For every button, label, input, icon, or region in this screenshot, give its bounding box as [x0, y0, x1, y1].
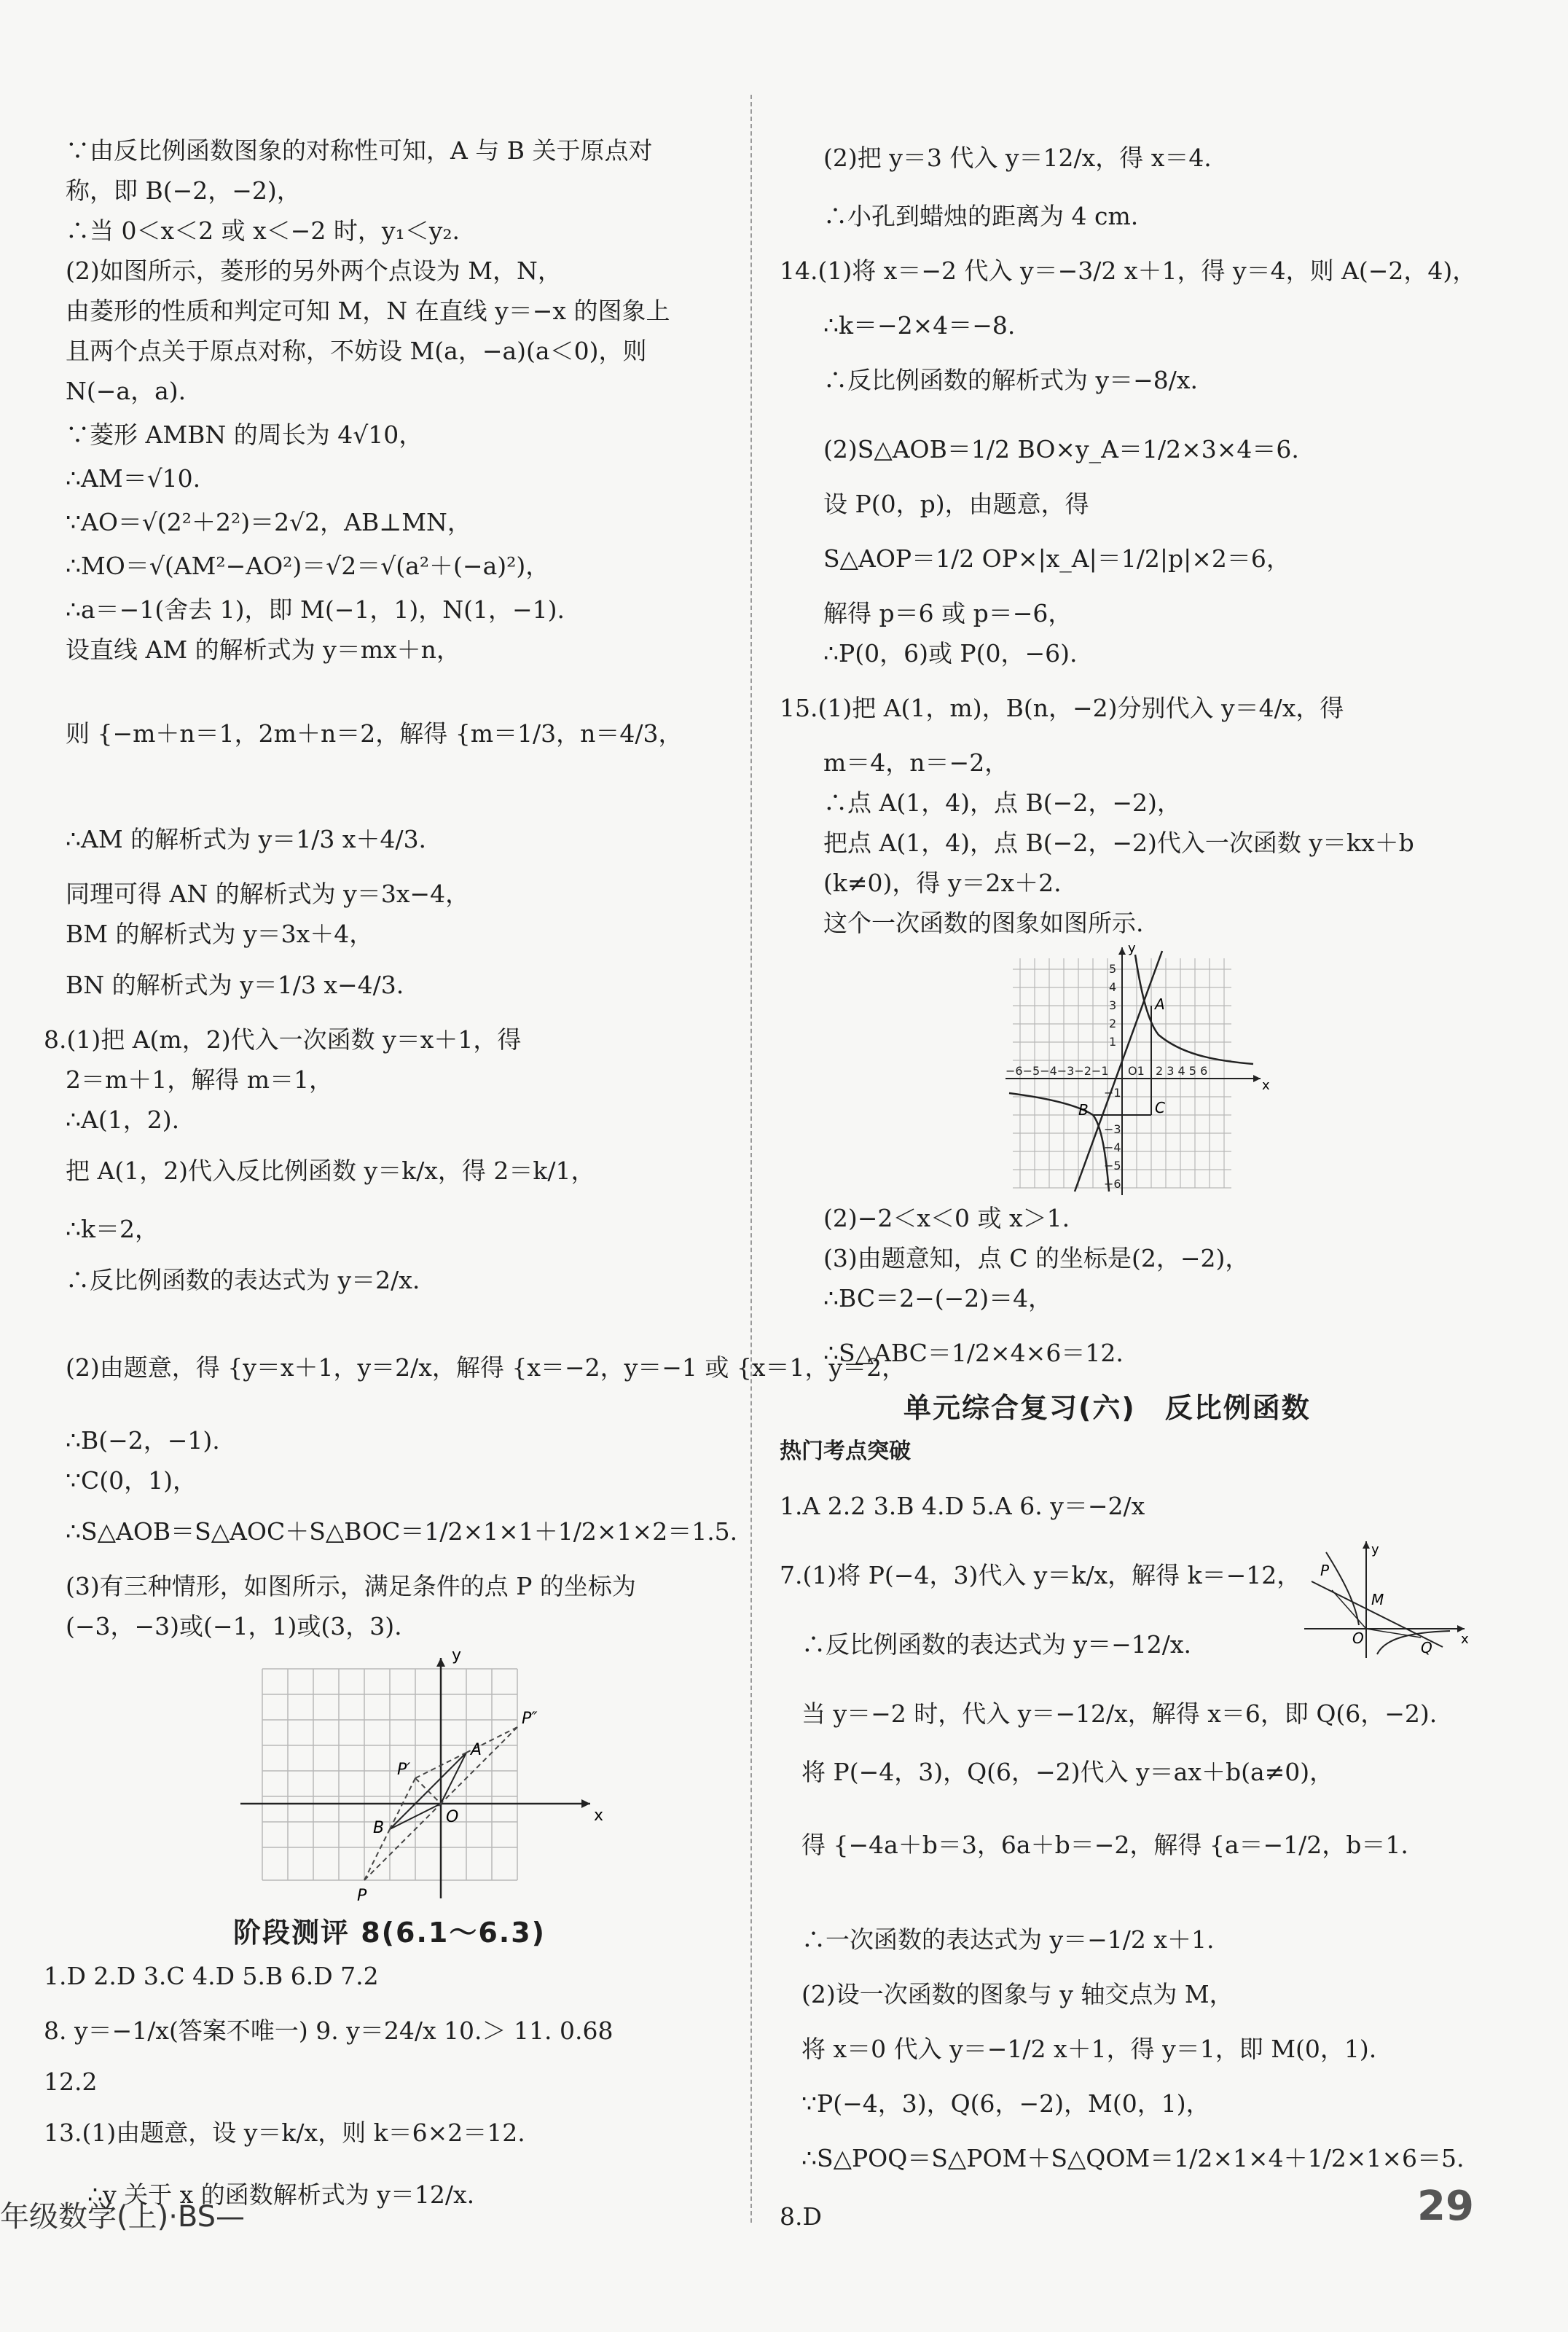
text-line: 且两个点关于原点对称，不妨设 M(a，−a)(a＜0)，则	[66, 337, 647, 365]
fig-label-o: O	[1352, 1629, 1364, 1647]
footer-book-title: 年级数学(上)·BS—	[0, 2200, 246, 2234]
text-line: ∴S△AOB＝S△AOC＋S△BOC＝1/2×1×1＋1/2×1×2＝1.5.	[66, 1517, 738, 1546]
text-line: ∴A(1，2).	[66, 1106, 180, 1134]
svg-text:−1: −1	[1104, 1086, 1121, 1100]
fig-label-x: x	[594, 1807, 604, 1825]
text-line: BN 的解析式为 y＝1/3 x−4/3.	[66, 971, 404, 999]
text-line: ∴反比例函数的表达式为 y＝2/x.	[66, 1266, 420, 1294]
answer-line: 8. y＝−1/x(答案不唯一) 9. y＝24/x 10.＞ 11. 0.68	[44, 2016, 614, 2045]
text-line: ∴k＝−2×4＝−8.	[823, 311, 1016, 340]
section-heading-unit-review: 单元综合复习(六) 反比例函数	[903, 1392, 1311, 1424]
text-line: (2)S△AOB＝1/2 BO×y_A＝1/2×3×4＝6.	[823, 435, 1299, 463]
text-line: ∴MO＝√(AM²−AO²)＝√2＝√(a²＋(−a)²)，	[66, 552, 550, 580]
text-line: 14.(1)将 x＝−2 代入 y＝−3/2 x＋1，得 y＝4，则 A(−2，4)，	[780, 257, 1477, 285]
answer-line: 1.A 2.2 3.B 4.D 5.A 6. y＝−2/x	[780, 1492, 1145, 1520]
fig-label-y: y	[1128, 944, 1136, 956]
answer-line: 将 P(−4，3)，Q(6，−2)代入 y＝ax＋b(a≠0)，	[801, 1758, 1334, 1786]
answer-line: 8.D	[780, 2202, 822, 2231]
text-line: S△AOP＝1/2 OP×|x_A|＝1/2|p|×2＝6，	[823, 544, 1290, 573]
hyperbola-branch-2	[1009, 1093, 1109, 1192]
text-line: 15.(1)把 A(1，m)，B(n，−2)分别代入 y＝4/x，得	[780, 694, 1344, 722]
fig-label-o: O	[446, 1808, 459, 1826]
text-line: m＝4，n＝−2，	[823, 748, 1009, 777]
text-line: (2)把 y＝3 代入 y＝12/x，得 x＝4.	[823, 144, 1212, 172]
answer-line: 得 {−4a＋b＝3，6a＋b＝−2，解得 {a＝−1/2，b＝1.	[801, 1831, 1408, 1859]
svg-text:1: 1	[1109, 1035, 1117, 1049]
text-line: ∴P(0，6)或 P(0，−6).	[823, 639, 1078, 668]
fig-label-c: C	[1155, 1099, 1165, 1116]
answer-line: 将 x＝0 代入 y＝−1/2 x＋1，得 y＝1，即 M(0，1).	[801, 2035, 1377, 2063]
svg-text:4: 4	[1109, 980, 1117, 994]
svg-text:3: 3	[1109, 998, 1117, 1012]
text-line: ∴小孔到蜡烛的距离为 4 cm.	[823, 202, 1139, 230]
fig-label-y: y	[452, 1647, 462, 1664]
text-line: 则 {−m＋n＝1，2m＋n＝2，解得 {m＝1/3，n＝4/3，	[66, 719, 683, 748]
page-number: 29	[1417, 2183, 1474, 2230]
text-line: ∴BC＝2−(−2)＝4，	[823, 1284, 1053, 1312]
text-line: (2)−2＜x＜0 或 x＞1.	[823, 1204, 1070, 1232]
svg-text:−5: −5	[1104, 1159, 1121, 1173]
fig-label-x: x	[1461, 1632, 1469, 1647]
text-line: 2＝m＋1，解得 m＝1，	[66, 1065, 334, 1094]
text-line: (3)由题意知，点 C 的坐标是(2，−2)，	[823, 1244, 1250, 1272]
answer-line: (2)设一次函数的图象与 y 轴交点为 M，	[801, 1980, 1234, 2008]
fig-label-p: P	[357, 1887, 367, 1905]
fig-label-q: Q	[1421, 1639, 1432, 1656]
fig-label-p: P	[1320, 1562, 1330, 1579]
text-line: 同理可得 AN 的解析式为 y＝3x−4，	[66, 880, 470, 908]
text-line: ∴当 0＜x＜2 或 x＜−2 时，y₁＜y₂.	[66, 216, 460, 245]
answer-line: 当 y＝−2 时，代入 y＝−12/x，解得 x＝6，即 Q(6，−2).	[801, 1699, 1438, 1728]
text-line: (−3，−3)或(−1，1)或(3，3).	[66, 1612, 402, 1640]
text-line: (2)如图所示，菱形的另外两个点设为 M，N，	[66, 257, 562, 285]
svg-text:2: 2	[1109, 1017, 1117, 1030]
svg-text:−4: −4	[1104, 1140, 1121, 1154]
answer-line: ∵P(−4，3)，Q(6，−2)，M(0，1)，	[801, 2089, 1210, 2118]
svg-text:2 3 4 5 6: 2 3 4 5 6	[1156, 1064, 1208, 1078]
text-line: ∴反比例函数的解析式为 y＝−8/x.	[823, 366, 1198, 394]
answer-line: 12.2	[44, 2067, 98, 2096]
text-line: 由菱形的性质和判定可知 M，N 在直线 y＝−x 的图象上	[66, 297, 670, 325]
text-line: ∵AO＝√(2²＋2²)＝2√2，AB⊥MN，	[66, 508, 471, 536]
text-line: 这个一次函数的图象如图所示.	[823, 909, 1144, 937]
text-line: ∴B(−2，−1).	[66, 1426, 220, 1455]
text-line: (k≠0)，得 y＝2x＋2.	[823, 869, 1062, 897]
fig-label-b: B	[373, 1819, 385, 1837]
fig-label-b: B	[1078, 1101, 1089, 1119]
subheading-hot-topics: 热门考点突破	[780, 1439, 911, 1464]
svg-text:−6−5−4−3−2−1: −6−5−4−3−2−1	[1006, 1064, 1109, 1078]
text-line: ∴点 A(1，4)，点 B(−2，−2)，	[823, 789, 1181, 817]
text-line: 把点 A(1，4)，点 B(−2，−2)代入一次函数 y＝kx＋b	[823, 829, 1414, 857]
figure-function-graph	[1006, 944, 1326, 1199]
svg-text:O1: O1	[1128, 1064, 1145, 1078]
text-line: (3)有三种情形，如图所示，满足条件的点 P 的坐标为	[66, 1572, 636, 1600]
fig-label-m: M	[1371, 1591, 1384, 1608]
text-line: 称，即 B(−2，−2)，	[66, 176, 301, 205]
figure-point-p	[233, 1647, 612, 1909]
text-line: (2)由题意，得 {y＝x＋1，y＝2/x，解得 {x＝−2，y＝−1 或 {x＝1，y＝2，	[66, 1353, 906, 1382]
text-line: ∴S△ABC＝1/2×4×6＝12.	[823, 1339, 1124, 1367]
text-line: 解得 p＝6 或 p＝−6，	[823, 599, 1073, 627]
answer-line: 7.(1)将 P(−4，3)代入 y＝k/x，解得 k＝−12，	[780, 1561, 1301, 1589]
figure-q7	[1304, 1538, 1472, 1662]
text-line: ∴AM 的解析式为 y＝1/3 x＋4/3.	[66, 825, 427, 853]
answer-line: 13.(1)由题意，设 y＝k/x，则 k＝6×2＝12.	[44, 2118, 525, 2147]
text-line: ∴a＝−1(舍去 1)，即 M(−1，1)，N(1，−1).	[66, 595, 565, 624]
answer-line: ∴反比例函数的表达式为 y＝−12/x.	[801, 1630, 1191, 1659]
svg-text:5: 5	[1109, 962, 1117, 976]
svg-text:−3: −3	[1104, 1122, 1121, 1136]
fig-label-p1: P′	[397, 1761, 411, 1779]
svg-text:−6: −6	[1104, 1177, 1121, 1191]
section-heading-stage-test: 阶段测评 8(6.1～6.3)	[233, 1917, 546, 1949]
text-line: ∴AM＝√10.	[66, 464, 201, 493]
hyperbola-branch-1	[1135, 955, 1253, 1064]
fig-label-p2: P″	[522, 1710, 538, 1728]
fig-label-x: x	[1262, 1078, 1270, 1093]
text-line: 设直线 AM 的解析式为 y＝mx＋n，	[66, 635, 460, 664]
column-divider	[750, 95, 752, 2223]
answer-line: ∴一次函数的表达式为 y＝−1/2 x＋1.	[801, 1925, 1215, 1954]
text-line: N(−a，a).	[66, 377, 187, 405]
text-line: BM 的解析式为 y＝3x＋4，	[66, 920, 374, 948]
text-line: 8.(1)把 A(m，2)代入一次函数 y＝x＋1，得	[44, 1025, 522, 1054]
text-line: ∴k＝2，	[66, 1215, 159, 1243]
fig-label-a: A	[1155, 995, 1165, 1013]
answer-line: ∴S△POQ＝S△POM＋S△QOM＝1/2×1×4＋1/2×1×6＝5.	[801, 2144, 1465, 2172]
fig-label-y: y	[1371, 1542, 1379, 1557]
fig-label-a: A	[471, 1741, 482, 1759]
text-line: ∵由反比例函数图象的对称性可知，A 与 B 关于原点对	[66, 136, 653, 165]
text-line: 设 P(0，p)，由题意，得	[823, 490, 1089, 518]
text-line: ∵C(0，1)，	[66, 1466, 197, 1495]
text-line: 把 A(1，2)代入反比例函数 y＝k/x，得 2＝k/1，	[66, 1157, 595, 1185]
text-line: ∵菱形 AMBN 的周长为 4√10，	[66, 420, 423, 449]
answer-line: 1.D 2.D 3.C 4.D 5.B 6.D 7.2	[44, 1962, 379, 1990]
answer-line: ∴y 关于 x 的函数解析式为 y＝12/x.	[87, 2180, 475, 2209]
